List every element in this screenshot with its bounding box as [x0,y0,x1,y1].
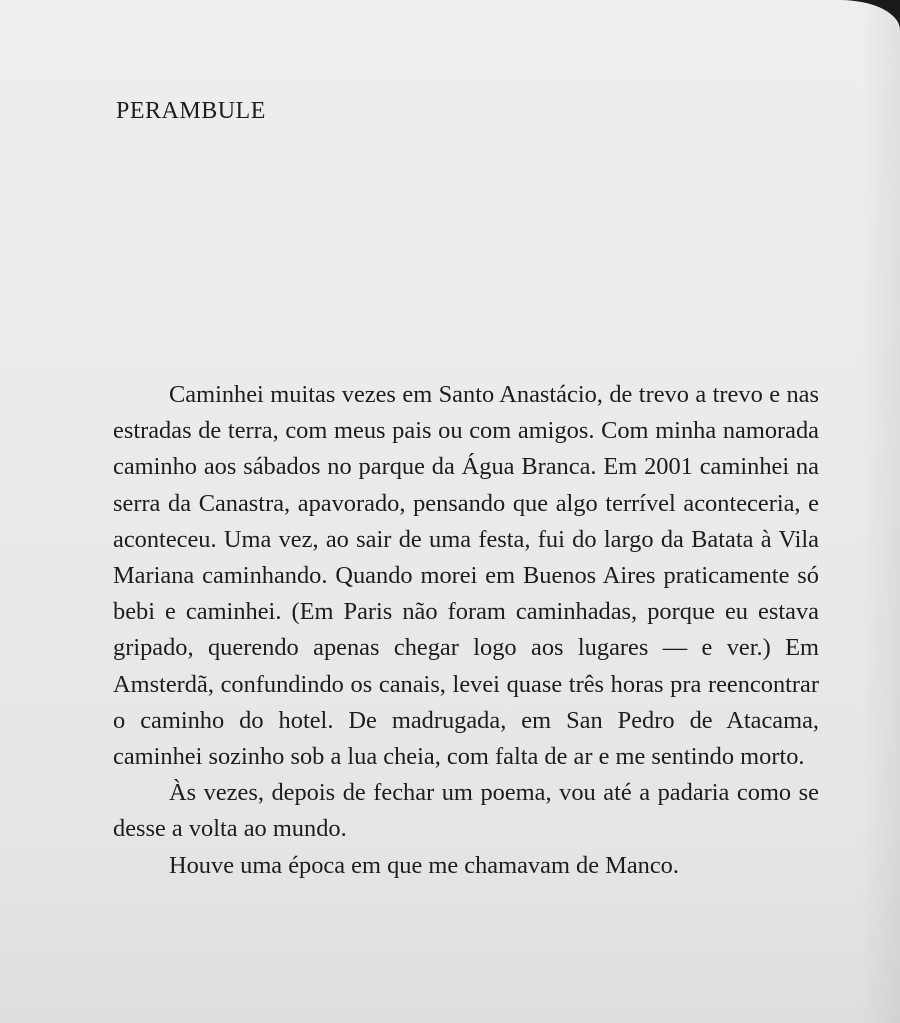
paragraph-1: Caminhei muitas vezes em Santo Anastácio, de trevo a trevo e nas estradas de terra, com meus pais ou com amigos. Com minha namorada caminho aos sábados no parque da Água Branca. Em 2001 caminhei na serra da Canastra, apavorado, pensando que algo terrível aconteceria, e aconteceu. Uma vez, ao sair de uma festa, fui do largo da Batata à Vila Mariana caminhando. Quando morei em Buenos Aires praticamente só bebi e caminhei. (Em Paris não foram caminhadas, porque eu estava gripado, querendo apenas chegar logo aos lugares — e ver.) Em Amsterdã, confundindo os canais, levei quase três horas pra reencontrar o caminho do hotel. De madrugada, em San Pedro de Atacama, caminhei sozinho sob a lua cheia, com falta de ar e me sentindo morto. [113,381,819,771]
paragraph-2: Às vezes, depois de fechar um poema, vou até a padaria como se desse a volta ao mundo. [113,779,819,843]
paragraph-3: Houve uma época em que me chamavam de Manco. [169,851,679,879]
body-text [113,377,819,884]
running-head: PERAMBULE [116,98,266,124]
